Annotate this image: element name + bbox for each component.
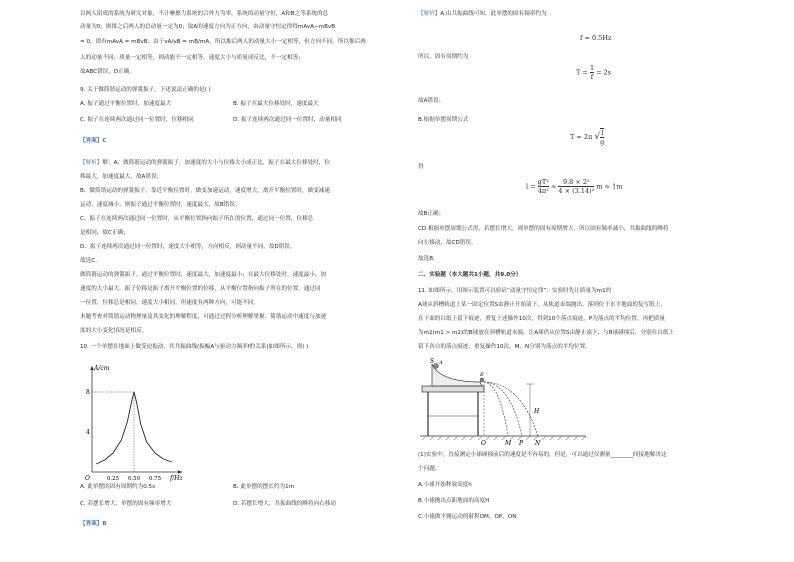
equation-period: [576, 64, 611, 81]
explanation-line: 移最大，加速度最大，故A错误；: [80, 174, 163, 180]
question-11-line: 11. 如图所示，用图示装置可以验证“动量守恒定律”：实验时先让质量为m1的: [418, 288, 612, 294]
text-line: 故B正确；: [418, 211, 445, 217]
option-10d: D. 若摆长增大，共振曲线的峰将向右移动: [233, 501, 336, 507]
option-line: B.小球抛出点距地面的高度H: [418, 498, 490, 504]
explanation-line: 是相同，故C正确；: [80, 230, 129, 236]
fraction: [590, 64, 594, 81]
fraction-denominator: g: [600, 138, 605, 146]
eq-rhs: m ≈ 1m: [596, 182, 623, 191]
label-A: A: [439, 360, 443, 366]
option-9c: C. 振子在连续两次通过同一位置时，位移相同: [80, 117, 194, 123]
question-11-line: A球从斜槽轨道上某一固定位置S由静止开始滚下，从轨道末端抛出，落到位于水平地面的复写纸上，: [418, 302, 666, 308]
option-10a: A. 此单摆的固有周期约为0.5s: [80, 484, 156, 490]
fraction-numerator: gT²: [537, 178, 549, 186]
explanation-line: C、振子在连续两次通过同一位置时，从平衡位置指向振子所在的位置，通过同一位置，位移总: [80, 216, 314, 222]
explanation-line: 本题考查对简谐运动物理量及其变化的理解程度，可通过过程分析理解掌握。简谐运动中速度与加速: [80, 314, 327, 320]
label-P: P: [519, 440, 524, 446]
analysis-tag: 【解析】: [418, 11, 441, 17]
text-line: 动量为0，则推之后两人的总动量一定为0；取A的速度方向为正方向，由动量守恒定律得mAvA−mBvB: [80, 24, 336, 30]
question-9: 9. 关于做简谐运动的弹簧振子，下述说法正确的是( ): [80, 87, 211, 93]
answer-10: 【答案】B: [80, 521, 107, 527]
eq-lhs: T =: [576, 68, 588, 77]
explanation-line: D、振子连续两次通过同一位置时，速度大小相等，方向相反，则动量不同，故D错误。: [80, 244, 296, 250]
fraction: [538, 178, 549, 195]
text-line: 故A错误；: [418, 98, 445, 104]
label-H: H: [534, 408, 540, 415]
y-tick-label: 4: [86, 429, 90, 436]
fraction-denominator: 4π²: [537, 187, 549, 195]
fraction-numerator: l: [601, 129, 604, 137]
fraction-denominator: 4 × (3.14)²: [558, 187, 595, 195]
text-line: = 0，即有mAvA = mBvB；由于vA/vB = mB/mA，所以推后两人的动量大小一定相等，但方向不同，所以推后两: [80, 39, 366, 45]
question-11-line: 留下各自的落点痕迹，重复操作10次，M、N分别为落点的平均位置。: [418, 344, 591, 350]
approx-sign: ≈: [550, 182, 557, 191]
sqrt-sign: √: [594, 132, 601, 142]
section-heading: 二、实验题（本大题共1小题，共9.0分）: [418, 272, 522, 278]
x-tick-label: 0.25: [107, 476, 120, 482]
text-line: 故选B。: [418, 256, 439, 262]
label-N: N: [535, 440, 541, 446]
fraction-denominator: f: [590, 73, 594, 81]
label-M: M: [505, 440, 512, 446]
eq-lhs: l =: [526, 182, 536, 191]
eq-rhs: = 2s: [596, 68, 612, 77]
equation-frequency: f = 0.5Hz: [580, 34, 612, 42]
text-line: 故ABC错误，D正确。: [80, 69, 135, 75]
fraction-numerator: 9.8 × 2²: [558, 178, 594, 187]
fraction: [558, 178, 594, 195]
fraction: [600, 128, 604, 146]
x-axis-arrow: [178, 470, 182, 474]
x-axis-label: f/Hz: [170, 475, 183, 482]
explanation-line: 一位置，位移总是相同，速度大小相同，但速度有两种方向，可能不同。: [80, 300, 260, 306]
eq-lhs: T = 2π: [570, 133, 593, 141]
text-line: 人的动量不同；质量一定相等，则动能不一定相等，速度大小与质量成反比，不一定相等；: [80, 55, 304, 61]
text-line: 向左移动，故CD错误。: [418, 240, 477, 246]
explanation-line: 度的大小变化情况是相反。: [80, 328, 148, 334]
y-axis-label: A/cm: [94, 365, 110, 372]
resonance-curve-chart: [80, 352, 190, 482]
text-line: B.根据单摆周期公式: [418, 117, 469, 123]
label-O: O: [481, 440, 486, 446]
answer-9: 【答案】C: [80, 138, 107, 144]
y-tick-label: 8: [86, 389, 90, 396]
text-line: [418, 11, 547, 18]
collision-apparatus-figure: [418, 356, 588, 446]
subquestion-line: (1)实验中，直接测定小球碰撞前后的速度是不容易的，但是，可以通过仅测量________间接地解决这: [418, 452, 667, 458]
text-line: 以两人组成的系统为研究对象，不计摩擦力系统的合外力为零，系统的动量守恒，A和B之等系统的总: [80, 11, 329, 17]
equation-length: [526, 178, 622, 195]
text-line: 所以，固有周期约为: [418, 54, 469, 60]
option-9d: D. 振子连续两次通过同一位置时，动量相同: [233, 117, 342, 123]
explanation-line: 运动，速度减小，则振子通过平衡位置时，速度最大，故B错误；: [80, 202, 241, 208]
option-10b: B. 此单摆的摆长约为1m: [233, 484, 295, 490]
x-tick-label: 0.50: [128, 476, 141, 482]
text-line: 得: [418, 164, 424, 170]
explanation-line: [80, 160, 330, 167]
explanation-line: 速度的大小最大。振子位移是振子离开平衡位置的位移，从平衡位置指向振子所在的位置，通过同: [80, 286, 321, 292]
label-B: B: [480, 372, 484, 378]
analysis-tag: 【解析】: [80, 160, 103, 166]
option-9a: A. 振子通过平衡位置时，加速度最大: [80, 101, 172, 107]
explanation-line: 故选C。: [80, 258, 101, 264]
origin-label: O: [85, 475, 90, 482]
fraction-numerator: 1: [589, 64, 595, 72]
explanation-line: B、做简谐运动的弹簧振子，靠近平衡位置时，做变加速运动，速度增大，离开平衡位置时，做变减速: [80, 188, 330, 194]
option-9b: B. 振子在最大位移处时，速度最大: [233, 101, 319, 107]
option-line: C.小球做平抛运动的射程OM、OP、ON: [418, 514, 517, 520]
question-11-line: 在下面的白纸上留下痕迹，重复上述操作10次，得到10个落点痕迹，P为落点的平均位置。再把质量: [418, 316, 665, 322]
explanation-text: A.由共振曲线可知，此单摆的固有频率约为: [440, 11, 547, 17]
question-11-line: 为m2(m1 > m2)的B球放在斜槽轨道末端，让A球仍从位置S由静止滚下，与B球碰撞后，分别在白纸上: [418, 330, 675, 336]
label-S: S: [430, 358, 435, 365]
subquestion-line: 个问题。: [418, 466, 441, 472]
explanation-line: 做简谐运动的弹簧振子，通过平衡位置时，速度最大，加速度最小；在最大位移处时，速度最小，加: [80, 272, 327, 278]
explanation-text: 解：A、做简谐运动的弹簧振子，加速度的大小与位移大小成正比，振子在最大位移处时，位: [102, 160, 330, 166]
option-10c: C. 若摆长增大，单摆的固有频率增大: [80, 501, 172, 507]
x-tick-label: 0.75: [149, 476, 162, 482]
equation-pendulum: [570, 128, 604, 146]
question-10: 10. 一个单摆在地面上做受迫振动，其共振曲线(振幅A与驱动力频率f的关系)如图所示，则( ): [80, 344, 309, 350]
text-line: CD.根据单摆周期公式得，若摆长增大，则单摆的固有周期增大，所以固有频率减小，共振曲线的峰将: [418, 226, 669, 232]
option-line: A.小球开始释放高度h: [418, 482, 472, 488]
